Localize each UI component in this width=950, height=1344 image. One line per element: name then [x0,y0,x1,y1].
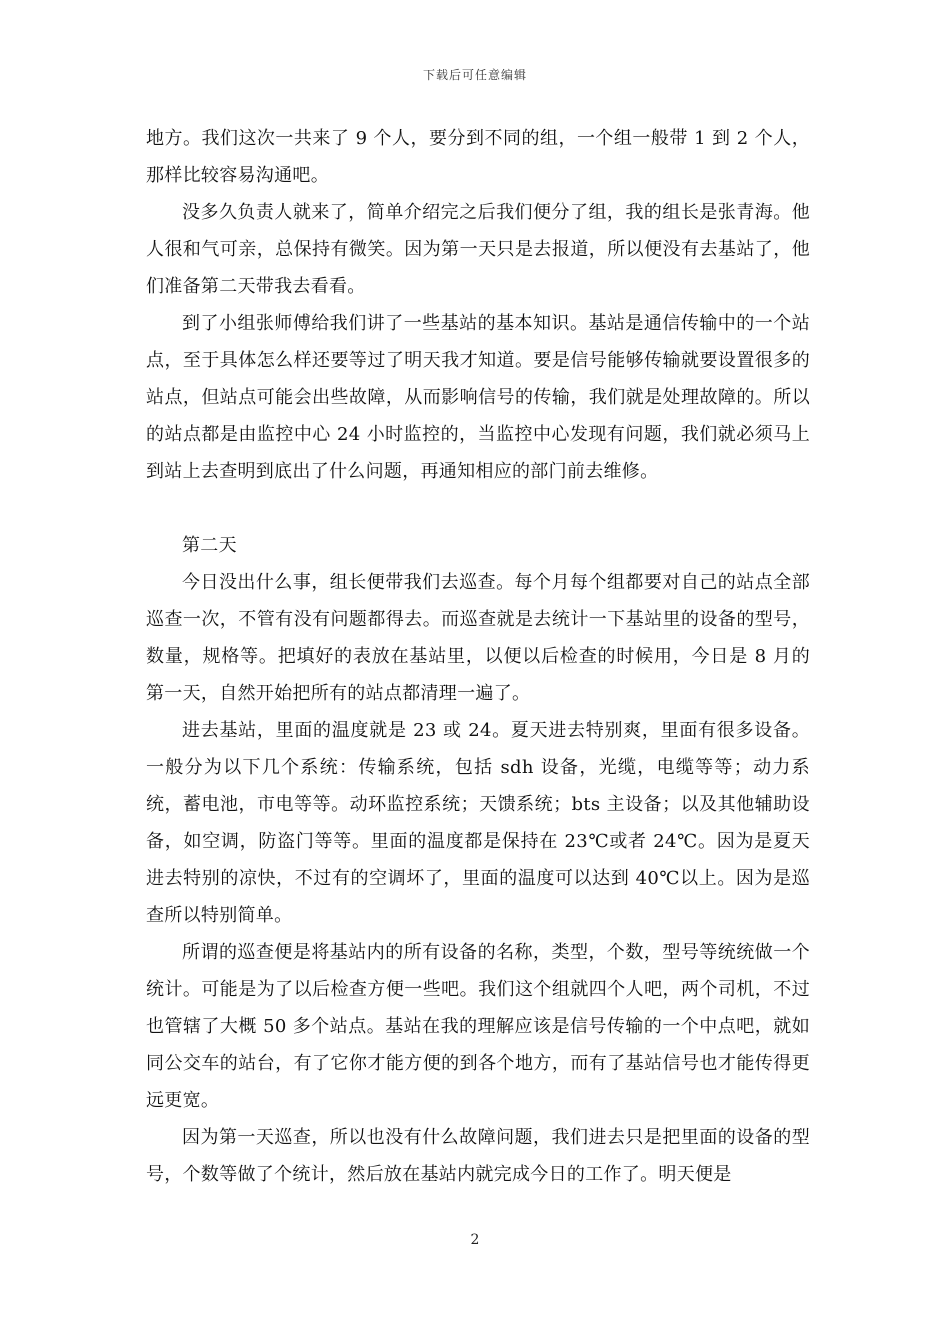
paragraph-inspection: 今日没出什么事，组长便带我们去巡查。每个月每个组都要对自己的站点全部巡查一次，不管有没有问题都得去。而巡查就是去统计一下基站里的设备的型号，数量，规格等。把填好的表放在基站里，以便以后检查的时候用，今日是 8 月的第一天，自然开始把所有的站点都清理一遍了。 [146,572,810,704]
paragraph-inspection-meaning: 所谓的巡查便是将基站内的所有设备的名称，类型，个数，型号等统统做一个统计。可能是为了以后检查方便一些吧。我们这个组就四个人吧，两个司机，不过也管辖了大概 50 多个站点。基站在我的理解应该是信号传输的一个中点吧，就如同公交车的站台，有了它你才能方便的到各个地方，而有了基站信号也才能传得更远更宽。 [146,942,810,1111]
document-body [146,120,810,1193]
paragraph-group-assignment: 没多久负责人就来了，简单介绍完之后我们便分了组，我的组长是张青海。他人很和气可亲，总保持有微笑。因为第一天只是去报道，所以便没有去基站了，他们准备第二天带我去看看。 [146,202,810,297]
page-number: 2 [470,1232,480,1248]
paragraph-first-day-summary: 因为第一天巡查，所以也没有什么故障问题，我们进去只是把里面的设备的型号，个数等做了个统计，然后放在基站内就完成今日的工作了。明天便是 [146,1127,810,1185]
paragraph-equipment-systems: 进去基站，里面的温度就是 23 或 24。夏天进去特别爽，里面有很多设备。一般分为以下几个系统：传输系统，包括 sdh 设备，光缆，电缆等等；动力系统，蓄电池，市电等等。动环监控系统；天馈系统；bts 主设备；以及其他辅助设备，如空调，防盗门等等。里面的温度都是保持在 23℃或者 24℃。因为是夏天进去特别的凉快，不过有的空调坏了，里面的温度可以达到 40℃以上。因为是巡查所以特别简单。 [146,720,810,926]
paragraph-base-station-intro: 到了小组张师傅给我们讲了一些基站的基本知识。基站是通信传输中的一个站点，至于具体怎么样还要等过了明天我才知道。要是信号能够传输就要设置很多的站点，但站点可能会出些故障，从而影响信号的传输，我们就是处理故障的。所以的站点都是由监控中心 24 小时监控的，当监控中心发现有问题，我们就必须马上到站上去查明到底出了什么问题，再通知相应的部门前去维修。 [146,313,810,482]
header-note: 下载后可任意编辑 [422,68,527,82]
paragraph-continuation: 地方。我们这次一共来了 9 个人，要分到不同的组，一个组一般带 1 到 2 个人，那样比较容易沟通吧。 [146,128,810,186]
section-heading-day-two: 第二天 [182,535,237,556]
